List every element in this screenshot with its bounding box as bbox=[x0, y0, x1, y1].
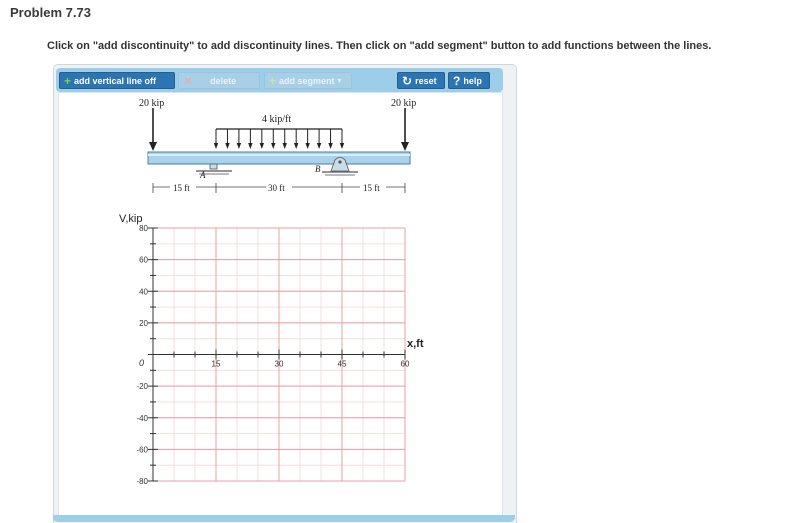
delete-label: delete bbox=[210, 75, 237, 86]
refresh-icon: ↻ bbox=[402, 73, 413, 88]
reset-label: reset bbox=[415, 75, 437, 86]
y-tick-label: 40 bbox=[139, 287, 148, 297]
chevron-down-icon: ▾ bbox=[337, 76, 342, 85]
x-axis-label: x,ft bbox=[407, 338, 424, 350]
add-segment-label: add segment bbox=[279, 75, 335, 86]
y-axis-label: V,kip bbox=[119, 213, 143, 225]
origin-label: 0 bbox=[139, 358, 145, 368]
x-tick-label: 60 bbox=[400, 359, 410, 369]
plus-icon: + bbox=[64, 73, 72, 88]
x-tick-label: 45 bbox=[337, 359, 347, 369]
y-tick-label: -80 bbox=[136, 477, 148, 486]
support-b-label: B bbox=[315, 164, 321, 174]
distributed-load-label: 4 kip/ft bbox=[262, 114, 292, 125]
y-tick-label: -60 bbox=[136, 445, 148, 455]
help-label: help bbox=[463, 75, 482, 86]
dim-left-label: 15 ft bbox=[173, 183, 190, 193]
instructions-text: Click on "add discontinuity" to add discontinuity lines. Then click on "add segment" button to add functions between the lines. bbox=[47, 40, 712, 52]
y-tick-label: 60 bbox=[139, 255, 148, 265]
question-icon: ? bbox=[453, 73, 461, 88]
x-tick-label: 30 bbox=[274, 359, 284, 369]
load-left-label: 20 kip bbox=[139, 98, 165, 109]
cross-icon: ✕ bbox=[183, 73, 194, 88]
y-tick-label: 20 bbox=[139, 318, 148, 328]
dim-right-label: 15 ft bbox=[363, 183, 380, 193]
dim-mid-label: 30 ft bbox=[268, 183, 285, 193]
y-tick-label: 80 bbox=[139, 224, 148, 233]
support-a-label: A bbox=[200, 170, 206, 180]
add-vertical-line-label: add vertical line off bbox=[74, 75, 157, 86]
plus-icon: + bbox=[269, 73, 277, 88]
y-tick-label: -20 bbox=[136, 382, 148, 392]
y-tick-label: -40 bbox=[136, 413, 148, 423]
problem-title: Problem 7.73 bbox=[10, 5, 91, 20]
x-tick-label: 15 bbox=[211, 359, 221, 369]
load-right-label: 20 kip bbox=[391, 98, 417, 109]
